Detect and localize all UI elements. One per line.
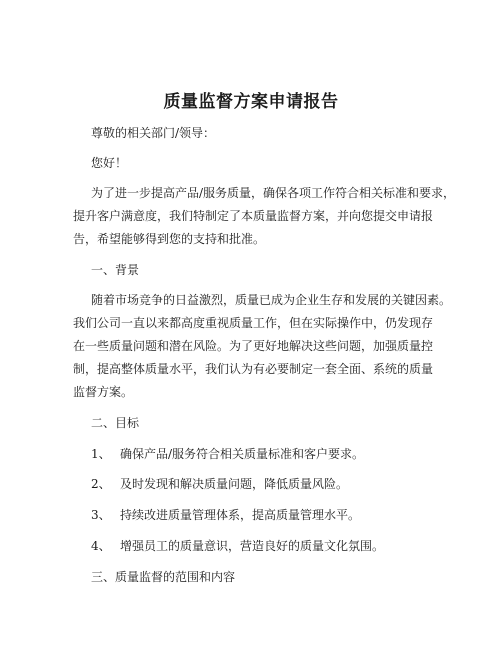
background-line: 在一些质量问题和潜在风险。为了更好地解决这些问题，加强质量控 <box>73 339 434 353</box>
background-line: 我们公司一直以来都高度重视质量工作，但在实际操作中，仍发现存 <box>73 316 434 330</box>
intro-line: 提升客户满意度，我们特制定了本质量监督方案，并向您提交申请报 <box>73 209 434 223</box>
goal-text: 及时发现和解决质量问题，降低质量风险。 <box>120 477 349 491</box>
hello-line: 您好！ <box>91 156 128 170</box>
section-heading-background: 一、背景 <box>91 263 140 277</box>
goal-number: 3、 <box>91 508 111 522</box>
background-line: 监督方案。 <box>73 385 134 399</box>
goal-list-item <box>91 446 364 462</box>
intro-line: 为了进一步提高产品/服务质量，确保各项工作符合相关标准和要求， <box>91 186 456 200</box>
goal-number: 4、 <box>91 539 111 553</box>
intro-line: 告，希望能够得到您的支持和批准。 <box>73 232 266 246</box>
background-line: 随着市场竞争的日益激烈，质量已成为企业生存和发展的关键因素。 <box>91 293 452 307</box>
goal-number: 1、 <box>91 447 111 461</box>
goal-text: 持续改进质量管理体系，提高质量管理水平。 <box>120 508 361 522</box>
goal-number: 2、 <box>91 477 111 491</box>
goal-text: 增强员工的质量意识，营造良好的质量文化氛围。 <box>120 539 385 553</box>
section-heading-scope: 三、质量监督的范围和内容 <box>91 570 236 584</box>
document-title: 质量监督方案申请报告 <box>163 92 339 112</box>
goal-text: 确保产品/服务符合相关质量标准和客户要求。 <box>120 447 365 461</box>
goal-list-item <box>91 538 384 554</box>
background-line: 制，提高整体质量水平，我们认为有必要制定一套全面、系统的质量 <box>73 362 434 376</box>
greeting: 尊敬的相关部门/领导： <box>91 126 216 140</box>
goal-list-item <box>91 507 360 523</box>
section-heading-goals: 二、目标 <box>91 416 140 430</box>
goal-list-item <box>91 476 348 492</box>
